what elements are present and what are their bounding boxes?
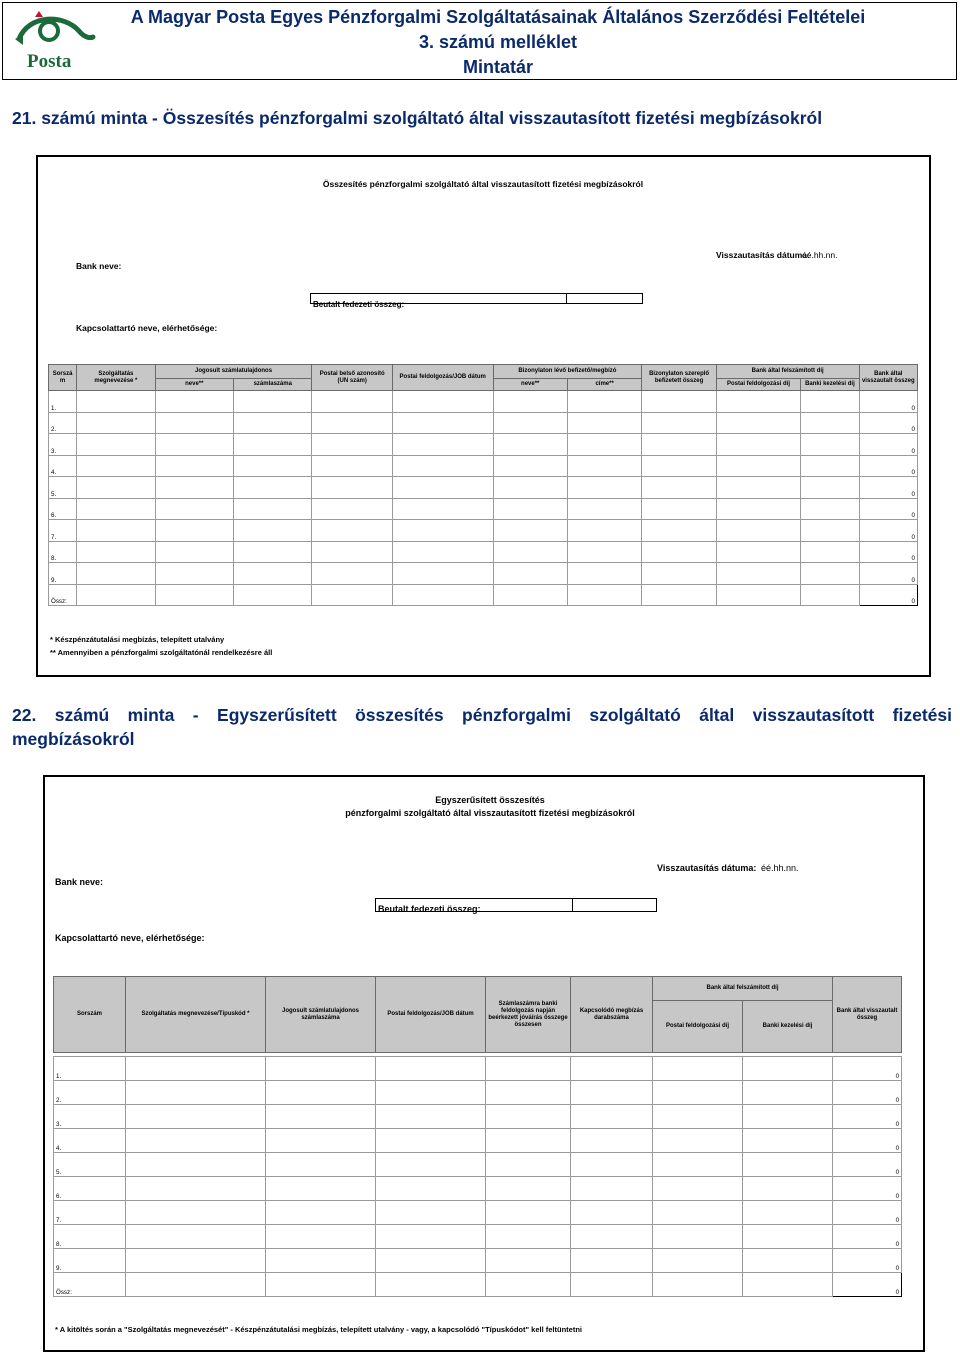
col22-visszautalt: Bank által visszautalt összeg bbox=[833, 977, 902, 1053]
table-cell[interactable] bbox=[716, 541, 800, 563]
table-cell[interactable] bbox=[376, 1273, 486, 1297]
table-cell[interactable] bbox=[642, 563, 716, 585]
col22-szamlara: Számlaszámra banki feldolgozás napján beérkezett jóváírás összege összesen bbox=[486, 977, 571, 1053]
table-cell[interactable] bbox=[801, 477, 859, 499]
table-cell[interactable] bbox=[376, 1201, 486, 1225]
row-number: 1. bbox=[54, 1057, 126, 1081]
col-bizonylat-cime: címe** bbox=[567, 379, 641, 391]
table-cell[interactable] bbox=[567, 477, 641, 499]
table-cell[interactable] bbox=[567, 455, 641, 477]
col-bizonylat: Bizonylaton lévő befizető/megbízó bbox=[493, 365, 642, 379]
table-cell[interactable] bbox=[493, 412, 567, 434]
form-21-contact-label: Kapcsolattartó neve, elérhetősége: bbox=[76, 323, 218, 333]
table-cell[interactable] bbox=[567, 434, 641, 456]
table-row bbox=[49, 412, 918, 434]
section-22-title-line-1: 22. számú minta - Egyszerűsített összesítés pénzforgalmi szolgáltató által visszautasított fizetési bbox=[12, 705, 952, 725]
row-number: 6. bbox=[49, 498, 77, 520]
table-row bbox=[54, 1201, 902, 1225]
table-cell[interactable] bbox=[312, 498, 392, 520]
col22-szolgaltatas: Szolgáltatás megnevezése/Típuskód * bbox=[126, 977, 266, 1053]
table-cell[interactable] bbox=[743, 1129, 833, 1153]
row-total-cell[interactable]: 0 bbox=[859, 455, 917, 477]
table-cell[interactable] bbox=[486, 1129, 571, 1153]
table-cell[interactable] bbox=[234, 541, 312, 563]
table-cell[interactable] bbox=[155, 455, 233, 477]
table-cell[interactable] bbox=[266, 1177, 376, 1201]
table-cell[interactable] bbox=[376, 1225, 486, 1249]
form-22-date-value: éé.hh.nn. bbox=[761, 863, 799, 873]
table-cell[interactable] bbox=[571, 1057, 653, 1081]
form-21-footnote-2: ** Amennyiben a pénzforgalmi szolgáltatónál rendelkezésre áll bbox=[50, 648, 273, 657]
row-number: 7. bbox=[54, 1201, 126, 1225]
table-cell[interactable] bbox=[126, 1105, 266, 1129]
table-cell[interactable] bbox=[642, 477, 716, 499]
table-row bbox=[54, 1129, 902, 1153]
col-jogosult-szamlaszama: számlaszáma bbox=[234, 379, 312, 391]
header-line-2: 3. számú melléklet bbox=[418, 32, 578, 52]
table-cell[interactable] bbox=[486, 1249, 571, 1273]
table-cell[interactable] bbox=[126, 1057, 266, 1081]
table-cell[interactable] bbox=[493, 477, 567, 499]
table-cell[interactable] bbox=[486, 1177, 571, 1201]
form-22-bank-label: Bank neve: bbox=[55, 877, 104, 887]
table-cell[interactable] bbox=[716, 455, 800, 477]
table-cell[interactable] bbox=[642, 455, 716, 477]
table-cell[interactable] bbox=[486, 1057, 571, 1081]
table-cell[interactable] bbox=[653, 1201, 743, 1225]
form-21-amount-field[interactable] bbox=[310, 293, 643, 309]
table-row bbox=[54, 1153, 902, 1177]
table-cell[interactable] bbox=[266, 1201, 376, 1225]
table-cell[interactable] bbox=[77, 563, 155, 585]
table-cell[interactable] bbox=[743, 1201, 833, 1225]
table-cell[interactable] bbox=[376, 1249, 486, 1273]
form-22-title-2: pénzforgalmi szolgáltató által visszautasított fizetési megbízásokról bbox=[345, 808, 635, 818]
row-number: 4. bbox=[49, 455, 77, 477]
table-cell[interactable] bbox=[155, 584, 233, 606]
table-cell[interactable] bbox=[312, 584, 392, 606]
table-cell[interactable] bbox=[392, 563, 493, 585]
table-cell[interactable] bbox=[155, 563, 233, 585]
table-cell[interactable] bbox=[716, 520, 800, 542]
table-cell[interactable] bbox=[743, 1177, 833, 1201]
table-cell[interactable] bbox=[801, 520, 859, 542]
form-21-date-value: éé.hh.nn. bbox=[802, 250, 838, 260]
table-cell[interactable] bbox=[716, 563, 800, 585]
row-number: Össz: bbox=[49, 584, 77, 606]
row-number: 8. bbox=[49, 541, 77, 563]
table-cell[interactable] bbox=[571, 1273, 653, 1297]
row-total-cell[interactable]: 0 bbox=[833, 1249, 902, 1273]
col-jogosult-neve: neve** bbox=[155, 379, 233, 391]
row-total-cell[interactable]: 0 bbox=[859, 391, 917, 413]
row-number: 2. bbox=[49, 412, 77, 434]
form-22-amount-label: Beutalt fedezeti összeg: bbox=[378, 904, 481, 914]
table-cell[interactable] bbox=[716, 498, 800, 520]
form-21-footnote-1: * Készpénzátutalási megbízás, telepített utalvány bbox=[50, 635, 225, 644]
table-cell[interactable] bbox=[77, 498, 155, 520]
table-cell[interactable] bbox=[486, 1153, 571, 1177]
table-cell[interactable] bbox=[266, 1273, 376, 1297]
table-cell[interactable] bbox=[234, 520, 312, 542]
table-row bbox=[49, 498, 918, 520]
table-cell[interactable] bbox=[155, 477, 233, 499]
table-cell[interactable] bbox=[77, 520, 155, 542]
table-cell[interactable] bbox=[266, 1153, 376, 1177]
table-row bbox=[54, 1105, 902, 1129]
form-21-frame bbox=[36, 155, 931, 677]
table-cell[interactable] bbox=[155, 541, 233, 563]
col22-kapcsolodo: Kapcsolódó megbízás darabszáma bbox=[571, 977, 653, 1053]
row-total-cell[interactable]: 0 bbox=[859, 563, 917, 585]
table-cell[interactable] bbox=[126, 1153, 266, 1177]
form-22-frame bbox=[43, 775, 925, 1352]
table-cell[interactable] bbox=[77, 434, 155, 456]
table-cell[interactable] bbox=[493, 563, 567, 585]
col-szolgaltatas: Szolgáltatás megnevezése * bbox=[77, 365, 155, 391]
table-cell[interactable] bbox=[567, 520, 641, 542]
table-cell[interactable] bbox=[392, 412, 493, 434]
row-total-cell[interactable]: 0 bbox=[859, 520, 917, 542]
table-cell[interactable] bbox=[266, 1057, 376, 1081]
table-cell[interactable] bbox=[571, 1201, 653, 1225]
table-cell[interactable] bbox=[234, 455, 312, 477]
table-cell[interactable] bbox=[234, 563, 312, 585]
table-cell[interactable] bbox=[312, 391, 392, 413]
table-cell[interactable] bbox=[376, 1057, 486, 1081]
table-cell[interactable] bbox=[801, 391, 859, 413]
table-cell[interactable] bbox=[801, 434, 859, 456]
col-dij: Bank által felszámított díj bbox=[716, 365, 859, 379]
row-number: 9. bbox=[54, 1249, 126, 1273]
table-cell[interactable] bbox=[571, 1081, 653, 1105]
table-cell[interactable] bbox=[642, 584, 716, 606]
table-cell[interactable] bbox=[234, 477, 312, 499]
table-cell[interactable] bbox=[493, 584, 567, 606]
row-total-cell[interactable]: 0 bbox=[859, 434, 917, 456]
table-cell[interactable] bbox=[266, 1225, 376, 1249]
header-line-1: A Magyar Posta Egyes Pénzforgalmi Szolgáltatásainak Általános Szerződési Feltételei bbox=[130, 7, 866, 27]
table-cell[interactable] bbox=[155, 391, 233, 413]
table-row bbox=[54, 1249, 902, 1273]
row-total-cell[interactable]: 0 bbox=[833, 1177, 902, 1201]
row-total-cell[interactable]: 0 bbox=[833, 1105, 902, 1129]
row-number: 8. bbox=[54, 1225, 126, 1249]
table-cell[interactable] bbox=[493, 391, 567, 413]
table-cell[interactable] bbox=[234, 498, 312, 520]
table-cell[interactable] bbox=[392, 477, 493, 499]
table-cell[interactable] bbox=[312, 541, 392, 563]
table-cell[interactable] bbox=[266, 1081, 376, 1105]
row-number: Össz: bbox=[54, 1273, 126, 1297]
table-cell[interactable] bbox=[493, 434, 567, 456]
table-row bbox=[49, 584, 918, 606]
table-cell[interactable] bbox=[642, 412, 716, 434]
table-cell[interactable] bbox=[653, 1129, 743, 1153]
table-row bbox=[54, 1057, 902, 1081]
form-22-date-label: Visszautasítás dátuma: bbox=[657, 863, 757, 873]
row-total-cell[interactable]: 0 bbox=[833, 1057, 902, 1081]
table-cell[interactable] bbox=[571, 1249, 653, 1273]
col22-banki-dij: Banki kezelési díj bbox=[743, 1001, 833, 1053]
row-number: 5. bbox=[54, 1153, 126, 1177]
table-cell[interactable] bbox=[234, 434, 312, 456]
table-cell[interactable] bbox=[571, 1177, 653, 1201]
row-number: 3. bbox=[49, 434, 77, 456]
table-cell[interactable] bbox=[653, 1249, 743, 1273]
form-22-contact-label: Kapcsolattartó neve, elérhetősége: bbox=[55, 933, 205, 943]
row-total-cell[interactable]: 0 bbox=[833, 1129, 902, 1153]
col22-feldolgozas: Postai feldolgozás/JOB dátum bbox=[376, 977, 486, 1053]
table-cell[interactable] bbox=[126, 1129, 266, 1153]
table-cell[interactable] bbox=[312, 455, 392, 477]
table-cell[interactable] bbox=[801, 563, 859, 585]
table-cell[interactable] bbox=[392, 520, 493, 542]
table-cell[interactable] bbox=[312, 563, 392, 585]
table-cell[interactable] bbox=[567, 584, 641, 606]
col-feldolgozas: Postai feldolgozás/JOB dátum bbox=[392, 365, 493, 391]
table-row bbox=[54, 1081, 902, 1105]
table-cell[interactable] bbox=[266, 1249, 376, 1273]
table-cell[interactable] bbox=[743, 1273, 833, 1297]
row-total-cell[interactable]: 0 bbox=[833, 1273, 902, 1297]
table-cell[interactable] bbox=[376, 1105, 486, 1129]
section-21-title: 21. számú minta - Összesítés pénzforgalmi szolgáltató által visszautasított fizetési megbízásokról bbox=[12, 108, 823, 128]
table-cell[interactable] bbox=[743, 1249, 833, 1273]
form-21-title: Összesítés pénzforgalmi szolgáltató által visszautasított fizetési megbízásokról bbox=[322, 179, 644, 189]
table-cell[interactable] bbox=[486, 1081, 571, 1105]
table-cell[interactable] bbox=[126, 1201, 266, 1225]
table-row bbox=[49, 455, 918, 477]
table-cell[interactable] bbox=[376, 1153, 486, 1177]
table-cell[interactable] bbox=[642, 520, 716, 542]
row-number: 3. bbox=[54, 1105, 126, 1129]
col-sorszam: Sorszá m bbox=[49, 365, 77, 391]
table-row bbox=[49, 391, 918, 413]
table-row bbox=[49, 434, 918, 456]
table-cell[interactable] bbox=[801, 498, 859, 520]
table-cell[interactable] bbox=[571, 1225, 653, 1249]
row-number: 2. bbox=[54, 1081, 126, 1105]
table-cell[interactable] bbox=[716, 434, 800, 456]
row-number: 5. bbox=[49, 477, 77, 499]
form-21-amount-label: Beutalt fedezeti összeg: bbox=[313, 300, 405, 309]
table-cell[interactable] bbox=[642, 498, 716, 520]
table-cell[interactable] bbox=[486, 1201, 571, 1225]
table-cell[interactable] bbox=[567, 391, 641, 413]
col-bizonylat-neve: neve** bbox=[493, 379, 567, 391]
table-cell[interactable] bbox=[571, 1153, 653, 1177]
table-cell[interactable] bbox=[392, 434, 493, 456]
table-cell[interactable] bbox=[801, 541, 859, 563]
table-cell[interactable] bbox=[234, 391, 312, 413]
table-cell[interactable] bbox=[77, 541, 155, 563]
table-cell[interactable] bbox=[392, 498, 493, 520]
table-cell[interactable] bbox=[234, 584, 312, 606]
logo-text: Posta bbox=[27, 51, 72, 72]
table-cell[interactable] bbox=[312, 520, 392, 542]
table-cell[interactable] bbox=[126, 1273, 266, 1297]
form-22-table bbox=[53, 976, 902, 1297]
table-row bbox=[49, 541, 918, 563]
form-21-date-label: Visszautasítás dátuma: bbox=[716, 250, 810, 260]
table-cell[interactable] bbox=[653, 1105, 743, 1129]
table-cell[interactable] bbox=[653, 1081, 743, 1105]
table-cell[interactable] bbox=[653, 1177, 743, 1201]
table-cell[interactable] bbox=[376, 1081, 486, 1105]
table-cell[interactable] bbox=[571, 1129, 653, 1153]
row-total-cell[interactable]: 0 bbox=[859, 541, 917, 563]
row-number: 7. bbox=[49, 520, 77, 542]
table-cell[interactable] bbox=[493, 520, 567, 542]
table-row bbox=[49, 477, 918, 499]
row-total-cell[interactable]: 0 bbox=[833, 1225, 902, 1249]
table-cell[interactable] bbox=[155, 412, 233, 434]
col-azonosito: Postai belső azonosító (UN szám) bbox=[312, 365, 392, 391]
row-number: 9. bbox=[49, 563, 77, 585]
header-line-3: Mintatár bbox=[462, 57, 533, 77]
table-cell[interactable] bbox=[743, 1153, 833, 1177]
col22-sorszam: Sorszám bbox=[54, 977, 126, 1053]
table-cell[interactable] bbox=[801, 584, 859, 606]
table-cell[interactable] bbox=[486, 1105, 571, 1129]
table-cell[interactable] bbox=[567, 498, 641, 520]
section-22-title-line-2: megbízásokról bbox=[12, 729, 135, 749]
table-cell[interactable] bbox=[571, 1105, 653, 1129]
table-cell[interactable] bbox=[801, 412, 859, 434]
table-cell[interactable] bbox=[743, 1081, 833, 1105]
table-cell[interactable] bbox=[716, 477, 800, 499]
table-cell[interactable] bbox=[743, 1225, 833, 1249]
table-cell[interactable] bbox=[567, 412, 641, 434]
table-cell[interactable] bbox=[653, 1153, 743, 1177]
row-number: 1. bbox=[49, 391, 77, 413]
table-cell[interactable] bbox=[77, 455, 155, 477]
table-cell[interactable] bbox=[716, 584, 800, 606]
table-cell[interactable] bbox=[155, 498, 233, 520]
table-cell[interactable] bbox=[126, 1081, 266, 1105]
col-postai-dij: Postai feldolgozási díj bbox=[716, 379, 800, 391]
table-cell[interactable] bbox=[126, 1177, 266, 1201]
row-number: 4. bbox=[54, 1129, 126, 1153]
table-cell[interactable] bbox=[642, 541, 716, 563]
table-cell[interactable] bbox=[486, 1273, 571, 1297]
table-cell[interactable] bbox=[716, 412, 800, 434]
table-row bbox=[54, 1177, 902, 1201]
table-cell[interactable] bbox=[126, 1249, 266, 1273]
col22-dij: Bank által felszámított díj bbox=[653, 977, 833, 1001]
table-cell[interactable] bbox=[653, 1273, 743, 1297]
table-cell[interactable] bbox=[567, 563, 641, 585]
table-cell[interactable] bbox=[493, 541, 567, 563]
table-cell[interactable] bbox=[493, 498, 567, 520]
table-cell[interactable] bbox=[392, 455, 493, 477]
col-osszeg: Bizonylaton szereplő befizetett összeg bbox=[642, 365, 716, 391]
form-21-bank-label: Bank neve: bbox=[76, 261, 122, 271]
row-number: 6. bbox=[54, 1177, 126, 1201]
row-total-cell[interactable]: 0 bbox=[833, 1201, 902, 1225]
table-cell[interactable] bbox=[77, 477, 155, 499]
table-cell[interactable] bbox=[77, 391, 155, 413]
table-cell[interactable] bbox=[155, 520, 233, 542]
table-cell[interactable] bbox=[653, 1057, 743, 1081]
table-row bbox=[49, 563, 918, 585]
form-22-footnote: * A kitöltés során a "Szolgáltatás megnevezését" - Készpénzátutalási megbízás, telepített utalvány - vagy, a kapcsolódó "Típuskódot" kell feltüntetni bbox=[55, 1325, 582, 1334]
table-cell[interactable] bbox=[312, 434, 392, 456]
form-22-title-1: Egyszerűsített összesítés bbox=[435, 795, 545, 805]
row-total-cell[interactable]: 0 bbox=[833, 1153, 902, 1177]
table-cell[interactable] bbox=[642, 434, 716, 456]
form-22-amount-field[interactable] bbox=[375, 898, 657, 912]
col22-postai-dij: Postai feldolgozási díj bbox=[653, 1001, 743, 1053]
table-cell[interactable] bbox=[376, 1177, 486, 1201]
table-cell[interactable] bbox=[77, 584, 155, 606]
table-cell[interactable] bbox=[77, 412, 155, 434]
table-row bbox=[49, 520, 918, 542]
col-banki-dij: Banki kezelési díj bbox=[801, 379, 859, 391]
table-cell[interactable] bbox=[312, 412, 392, 434]
table-cell[interactable] bbox=[392, 584, 493, 606]
row-total-cell[interactable]: 0 bbox=[859, 412, 917, 434]
table-cell[interactable] bbox=[653, 1225, 743, 1249]
table-cell[interactable] bbox=[312, 477, 392, 499]
row-total-cell[interactable]: 0 bbox=[859, 477, 917, 499]
table-cell[interactable] bbox=[376, 1129, 486, 1153]
table-cell[interactable] bbox=[743, 1105, 833, 1129]
row-total-cell[interactable]: 0 bbox=[859, 584, 917, 606]
table-cell[interactable] bbox=[392, 541, 493, 563]
col22-jogosult: Jogosult számlatulajdonos számlaszáma bbox=[266, 977, 376, 1053]
table-cell[interactable] bbox=[743, 1057, 833, 1081]
table-cell[interactable] bbox=[716, 391, 800, 413]
table-cell[interactable] bbox=[392, 391, 493, 413]
table-cell[interactable] bbox=[266, 1105, 376, 1129]
table-cell[interactable] bbox=[801, 455, 859, 477]
table-cell[interactable] bbox=[493, 455, 567, 477]
table-cell[interactable] bbox=[266, 1129, 376, 1153]
table-row bbox=[54, 1273, 902, 1297]
table-cell[interactable] bbox=[642, 391, 716, 413]
col-visszautalt: Bank által visszautalt összeg bbox=[859, 365, 917, 391]
row-total-cell[interactable]: 0 bbox=[833, 1081, 902, 1105]
posta-logo bbox=[9, 9, 99, 77]
table-cell[interactable] bbox=[486, 1225, 571, 1249]
table-cell[interactable] bbox=[234, 412, 312, 434]
table-cell[interactable] bbox=[567, 541, 641, 563]
document-header bbox=[2, 2, 957, 80]
table-cell[interactable] bbox=[126, 1225, 266, 1249]
form-21-table bbox=[48, 364, 918, 606]
table-cell[interactable] bbox=[155, 434, 233, 456]
row-total-cell[interactable]: 0 bbox=[859, 498, 917, 520]
table-row bbox=[54, 1225, 902, 1249]
col-jogosult: Jogosult számlatulajdonos bbox=[155, 365, 312, 379]
